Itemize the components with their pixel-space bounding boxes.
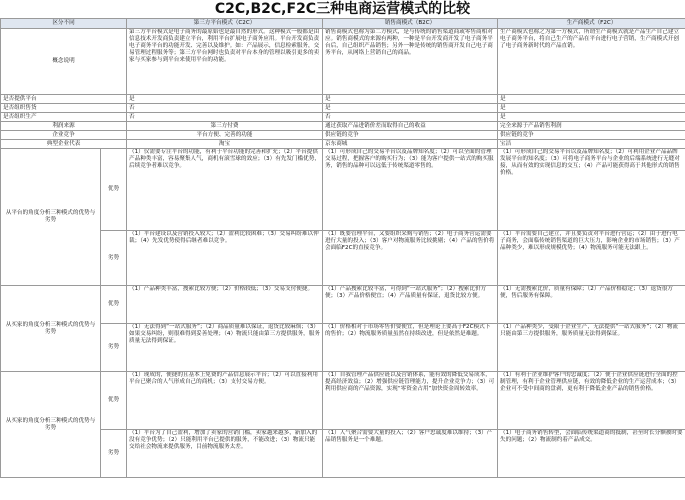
cell-b2c: 是	[323, 104, 498, 113]
comparison-table	[0, 18, 685, 478]
concept-f2c: 生产商模式也称之为第一方模式，所谓生产商模式就是产品生产自己建立电子商务平台，将自己生产的产品在平台进行电子营销，生产商模式开创了电子商务新时代的产品直销。	[498, 29, 685, 95]
row-label: 典型企业代表	[1, 140, 127, 149]
cell-b2c: 供应链的竞争	[323, 131, 498, 140]
seller-section-label: 从买家的角度分析三种模式的优势与劣势	[1, 286, 101, 372]
advantage-label: 优势	[101, 286, 127, 324]
row-label: 是否组织生产	[1, 113, 127, 122]
buyer-dis-b2c: （1）人气聚合需要大量的投入；（2）客户忠诚度难以维持；（3）产品销售服务是一个难题。	[323, 430, 498, 478]
document-title: C2C,B2C,F2C三种电商运营模式的比较	[214, 1, 471, 17]
simple-row	[1, 131, 685, 140]
platform-dis-c2c: （1）平台建设以及营销投入较大；（2）盈利比较困难；（3）交易纠纷难以仲裁；（4）先发优势使得后继者难以竞争。	[127, 231, 323, 286]
cell-f2c: 供应链的竞争	[498, 131, 685, 140]
cell-f2c: 是	[498, 113, 685, 122]
disadvantage-label: 劣势	[101, 231, 127, 286]
simple-row	[1, 95, 685, 104]
seller-advantage-row	[1, 286, 685, 324]
cell-b2c: 否	[323, 113, 498, 122]
seller-dis-f2c: （1）产品种类少，受限于企业生产，无法提供“一站式服务”；（2）物流只能由第三方提供服务，服务质量无法得到保证。	[498, 324, 685, 372]
concept-c2c: 第三方平台模式是电子商务的最原始也是最自然的形式。这种模式一般都是由信息技术开发商负责建立平台，利用平台扩展电子商务应用。平台开发商负责电子商务平台的功能开发、完善以及维护。如：产品展示，信息检索服务，交易管理过程服务等；第三方平台网时也负责对平台本身的管理以吸引更多的卖家与买家参与到平台来使用平台的功能。	[127, 29, 323, 95]
platform-adv-f2c: （1）可形成自己的交易平台以及品牌知名度；（2）可利用企业产品品牌发展平台的知名度；（3）可将电子商务平台与企业的后端系统进行无缝对接，从而有效的实现信息的交互；（4）产品可能获得高于其他形式的销售价格。	[498, 149, 685, 231]
cell-f2c: 是	[498, 95, 685, 104]
row-label: 企业竞争	[1, 131, 127, 140]
disadvantage-label: 劣势	[101, 430, 127, 478]
cell-c2c: 否	[127, 104, 323, 113]
platform-section-label: 从平台的角度分析三种模式的优势与劣势	[1, 149, 101, 286]
cell-b2c: 京东商城	[323, 140, 498, 149]
buyer-adv-f2c: （1）有利于企业维护客户的忠诚度；（2）便于企业供应链进行全面的控制管理，有利于企业管理供应链，有效的降低企业的生产运营成本；（3）企业可不受中间商的盘剥，更有利于降低企业产品的销售价格。	[498, 372, 685, 430]
header-f2c: 生产商模式（F2C）	[498, 19, 685, 29]
row-label: 是否提供平台	[1, 95, 127, 104]
buyer-dis-c2c: （1）平台为了自己盈利，增加了卖家的营销门槛，卖家越来越多，新加入的没有竞争优势；（2）只能利用平台已提供的服务，不能改进；（3）物流只能交给社会物流来提供服务，目前物流服务太差。	[127, 430, 323, 478]
cell-f2c: 是	[498, 104, 685, 113]
cell-b2c: 通过获取产品进销价差而取得自己的收益	[323, 122, 498, 131]
header-c2c: 第三方平台模式（C2C）	[127, 19, 323, 29]
header-category: 区分不同	[1, 19, 127, 29]
disadvantage-label: 劣势	[101, 324, 127, 372]
cell-f2c: 宝洁	[498, 140, 685, 149]
cell-c2c: 平台方便、完善的功能	[127, 131, 323, 140]
platform-adv-c2c: （1）仅需要专注平台的功能，有利于平台功能的完善和扩充；（2）平台提供产品种类丰富，容易聚集人气，商机有滚雪球的效应；（3）有先发门槛优势，后续竞争者难以竞争。	[127, 149, 323, 231]
seller-adv-b2c: （1）产品搜索比较丰富，可得到“一站式服务”；（2）搜索比价方便；（3）产品价格便宜；（4）产品质量有保证，退货比较方便。	[323, 286, 498, 324]
concept-row	[1, 29, 685, 95]
cell-f2c: 完全来源于产品销售利润	[498, 122, 685, 131]
simple-row	[1, 113, 685, 122]
buyer-adv-c2c: （1）现成的，便捷的且基本上免费的产品信息展示平台；（2）可以直接利用平台已聚合的人气形成自己的商机；（3）支付交易方便。	[127, 372, 323, 430]
seller-dis-c2c: （1）无法得到“一站式服务”；（2）商品质量难以保证，退货比较麻烦；（3）如果交易纠纷，则很难得到妥善处理；（4）物流只能由第三方提供服务，服务质量无法得到保证。	[127, 324, 323, 372]
row-label: 利润来源	[1, 122, 127, 131]
advantage-label: 优势	[101, 372, 127, 430]
buyer-dis-f2c: （1）电子商务销售转型，会面临传统渠道商的抵制，甚至时长分额被时要失的问题；（2）物流制约着产品成交。	[498, 430, 685, 478]
buyer-disadvantage-row	[1, 430, 685, 478]
header-row	[1, 19, 685, 29]
seller-adv-c2c: （1）产品种类丰富，搜索比较方便；（2）价格较低；（3）交易支付便捷。	[127, 286, 323, 324]
simple-row	[1, 104, 685, 113]
platform-dis-f2c: （1）平台需要自己建立，并且要负责对平台进行营运；（2）由于进行电子商务，会面临传统销售渠道的巨大压力，影响企业的市场销售；（3）产品种类少，难以形成规模优势；（4）物流服务可能无法跟上。	[498, 231, 685, 286]
cell-c2c: 是	[127, 95, 323, 104]
cell-c2c: 否	[127, 113, 323, 122]
simple-row	[1, 140, 685, 149]
cell-c2c: 第三方付费	[127, 122, 323, 131]
row-label: 是否组织售货	[1, 104, 127, 113]
simple-row	[1, 122, 685, 131]
platform-dis-b2c: （1）既要管理平台，又要组织采购与销售；（2）电子商务营运需要进行大量的投入；（3）客户对物流服务比较挑剔；（4）产品的售价将会面临F2C的直接竞争。	[323, 231, 498, 286]
advantage-label: 优势	[101, 149, 127, 231]
header-b2c: 销售商模式（B2C）	[323, 19, 498, 29]
cell-c2c: 淘宝	[127, 140, 323, 149]
platform-advantage-row	[1, 149, 685, 231]
buyer-section-label: 从买家的角度分析三种模式的优势与劣势	[1, 372, 101, 478]
seller-disadvantage-row	[1, 324, 685, 372]
platform-disadvantage-row	[1, 231, 685, 286]
buyer-advantage-row	[1, 372, 685, 430]
concept-b2c: 销售商模式也称为第二方模式，是与传统的销售渠道商或零售商相对应。销售商模式的来源有两种，一种是平台开发商开发了电子商务平台后，自己组织产品销售；另外一种是传统的销售商开发自己电子商务平台，从网络上营销自己的商品。	[323, 29, 498, 95]
cell-b2c: 是	[323, 95, 498, 104]
seller-dis-b2c: （1）价格相对于市场零售价要便宜，但是理论上要高于F2C模式下的售价；（2）物流服务质量虽然在持续改进，但是依然是难题。	[323, 324, 498, 372]
concept-label: 概念说明	[1, 29, 127, 95]
platform-adv-b2c: （1）可形成自己的交易平台以及品牌知名度；（2）可以全面的管理交易过程，把握客户的购买行为；（3）能为客户提供一站式的购买服务，销售的品种可以远低于传统渠道零售的。	[323, 149, 498, 231]
buyer-adv-b2c: （1）自我管理产品供应链以及营销体系，能有效的降低交易成本，提高经济效益；（2）增强供应链管理能力，提升企业竞争力；（3）可利用供应商的产品资源，实现“零资金占用”加快资金周转效率。	[323, 372, 498, 430]
seller-adv-f2c: （1）无需搜索比价，质量有保障；（2）产品价格稳定；（3）退货很方便，售后服务有保障。	[498, 286, 685, 324]
